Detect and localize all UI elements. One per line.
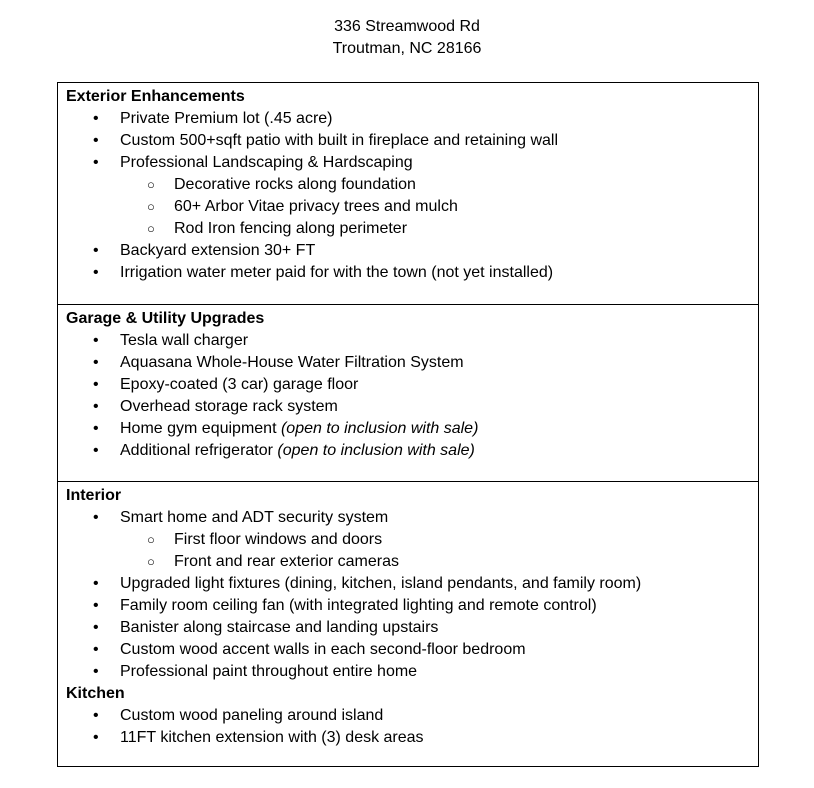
list-item: • Epoxy-coated (3 car) garage floor <box>66 374 750 396</box>
bullet-icon: • <box>93 332 99 349</box>
hollow-bullet-icon: ○ <box>147 177 155 192</box>
list-item: • Family room ceiling fan (with integrated lighting and remote control) <box>66 595 750 617</box>
kitchen-heading: Kitchen <box>66 685 125 702</box>
list-item: • Professional Landscaping & Hardscaping <box>66 152 750 174</box>
hollow-bullet-icon: ○ <box>147 221 155 236</box>
address-header <box>0 16 814 60</box>
list-item: • Private Premium lot (.45 acre) <box>66 108 750 130</box>
hollow-bullet-icon: ○ <box>147 199 155 214</box>
section-heading: Exterior Enhancements <box>66 88 245 105</box>
hollow-bullet-icon: ○ <box>147 554 155 569</box>
sub-list-item: ○ Front and rear exterior cameras <box>66 551 750 573</box>
bullet-icon: • <box>93 509 99 526</box>
bullet-icon: • <box>93 420 99 437</box>
sale-note: (open to inclusion with sale) <box>277 442 475 459</box>
bullet-icon: • <box>93 354 99 371</box>
section-heading: Interior <box>66 487 122 504</box>
bullet-icon: • <box>93 729 99 746</box>
bullet-icon: • <box>93 442 99 459</box>
interior-section <box>58 481 758 766</box>
list-item: • Aquasana Whole-House Water Filtration System <box>66 352 750 374</box>
bullet-icon: • <box>93 707 99 724</box>
bullet-icon: • <box>93 641 99 658</box>
street-address: 336 Streamwood Rd <box>334 18 480 35</box>
list-item: • Custom wood paneling around island <box>66 705 750 727</box>
garage-section <box>58 304 758 481</box>
bullet-icon: • <box>93 376 99 393</box>
bullet-icon: • <box>93 110 99 127</box>
bullet-icon: • <box>93 663 99 680</box>
sale-note: (open to inclusion with sale) <box>280 420 479 437</box>
bullet-icon: • <box>93 154 99 171</box>
list-item: • Tesla wall charger <box>66 330 750 352</box>
list-item: • Banister along staircase and landing upstairs <box>66 617 750 639</box>
list-item: • Professional paint throughout entire home <box>66 661 750 683</box>
list-item: • Overhead storage rack system <box>66 396 750 418</box>
list-item: • Irrigation water meter paid for with the town (not yet installed) <box>66 262 750 284</box>
sub-list-item: ○ 60+ Arbor Vitae privacy trees and mulch <box>66 196 750 218</box>
list-item: • 11FT kitchen extension with (3) desk areas <box>66 727 750 749</box>
list-item: • Additional refrigerator (open to inclusion with sale) <box>66 440 750 462</box>
list-item: • Custom 500+sqft patio with built in fireplace and retaining wall <box>66 130 750 152</box>
bullet-icon: • <box>93 264 99 281</box>
list-item: • Backyard extension 30+ FT <box>66 240 750 262</box>
list-item: • Home gym equipment (open to inclusion with sale) <box>66 418 750 440</box>
section-heading: Garage & Utility Upgrades <box>66 310 265 327</box>
bullet-icon: • <box>93 619 99 636</box>
city-state-zip: Troutman, NC 28166 <box>332 40 482 57</box>
bullet-icon: • <box>93 242 99 259</box>
sub-list-item: ○ Decorative rocks along foundation <box>66 174 750 196</box>
features-table <box>57 82 759 767</box>
list-item: • Custom wood accent walls in each second-floor bedroom <box>66 639 750 661</box>
hollow-bullet-icon: ○ <box>147 532 155 547</box>
list-item: • Upgraded light fixtures (dining, kitchen, island pendants, and family room) <box>66 573 750 595</box>
bullet-icon: • <box>93 575 99 592</box>
bullet-icon: • <box>93 597 99 614</box>
list-item: • Smart home and ADT security system <box>66 507 750 529</box>
bullet-icon: • <box>93 132 99 149</box>
bullet-icon: • <box>93 398 99 415</box>
sub-list-item: ○ First floor windows and doors <box>66 529 750 551</box>
exterior-section <box>58 83 758 304</box>
sub-list-item: ○ Rod Iron fencing along perimeter <box>66 218 750 240</box>
